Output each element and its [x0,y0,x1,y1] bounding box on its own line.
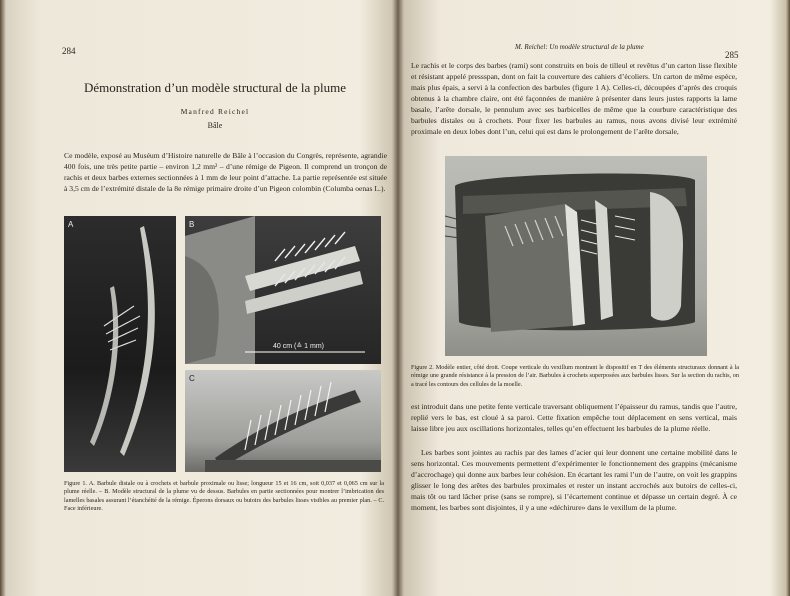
article-title: Démonstration d’un modèle structural de la plume [83,80,347,95]
panel-label-a: A [68,220,74,229]
author-name: Manfred Reichel [180,107,250,116]
running-head: M. Reichel: Un modèle structural de la plume [515,43,644,51]
figure2-caption: Figure 2. Modèle entier, côté droit. Coupe verticale du vexillum montrant le dispositif en T des éléments structuraux donnant à la rémige une grande résistance à la pression de l’air. Barbules à crochets superposées aux barbules lisses. Sur la section du rachis, on a tracé les contours des cellules de la moelle. [411,364,739,388]
right-page [405,0,750,596]
figure1-panel-c [185,370,381,472]
figure1-panel-b [185,216,381,364]
body-paragraph-3: Les barbes sont jointes au rachis par des lames d’acier qui leur donnent une certaine mobilité dans le sens horizontal. Ces mouvements permettent d’expérimenter le fonctionnement des grappins (mécanisme d’accrochage) qui donne aux barbes leur cohésion. En écartant les rami l’un de l’autre, on voit les grappins glisser le long des arêtes des barbules proximales et rester un instant accrochés aux butoirs de celles-ci, mais tôt ou tard lâcher prise (sans se rompre), si l’écartement continue et dépasse un certain degré. À ce moment, les barbes sont disjointes, il y a une «déchirure» dans le vexillum de la plume. [411,448,737,512]
body-paragraph-1: Le rachis et le corps des barbes (rami) sont construits en bois de tilleul et revêtus d’un carton lisse flexible et résistant appelé pressspan, dont on fait la couverture des cahiers d’écoliers. Un carton de même espèce, mais plus épais, a servi à la confection des barbules (figure 1 A). Celles-ci, découpées d’après des croquis obtenus à la chambre claire, ont été façonnées de manière à présenter dans leurs justes rapports la lame basale, l’arête dorsale, le pennulum avec ses barbicelles de même que la courbure caractéristique des barbules distales ou à crochets. Pour fixer les barbules au ramus, nous avons divisé leur extrémité proximale en deux lobes dont l’un, celui qui est dans le prolongement de l’arête dorsale, [411,61,737,136]
figure1-panel-a [64,216,176,472]
intro-paragraph: Ce modèle, exposé au Muséum d’Histoire naturelle de Bâle à l’occasion du Congrès, représente, agrandie 400 fois, une très petite partie – environ 1,2 mm² – d’une rémige de Pigeon. Il comprend un tronçon de rachis et deux barbes externes sectionnées à 1 mm de leur point d’attache. La partie représentée est située à 3,5 cm de l’extrémité distale de la 8e rémige primaire droite d’un Pigeon colombin (Columba oenas L.). [64,151,387,193]
panel-label-b: B [189,220,195,229]
figure2-photo [445,156,707,356]
model-underside-view [185,370,381,472]
left-page [40,0,390,596]
figure1-caption: Figure 1. A. Barbule distale ou à crochets et barbule proximale ou lisse; longueur 15 et 16 cm, soit 0,037 et 0,065 cm sur la plume réelle. – B. Modèle structural de la plume vu de dessus. Barbules en partie sectionnées pour montrer l’imbrication des lamelles basales assurant l’étanchéité de la rémige. Éperons dorsaux ou butoirs des barbules lisses visibles au premier plan. – C. Face inférieure. [64,480,384,513]
whole-model-drawing [445,156,707,356]
author-place: Bâle [207,121,223,130]
scale-label: 40 cm (≙ 1 mm) [273,343,324,350]
page-number-left: 284 [62,46,76,56]
body-paragraph-2: est introduit dans une petite fente verticale traversant obliquement l’épaisseur du ramus, tandis que l’autre, replié vers le bas, est cloué à sa paroi. Cette fixation empêche tout déplacement en sens vertical, mais laisse libre jeu aux oscillations horizontales, telles qu’en effectuent les barbules de la plume réelle. [411,402,737,433]
page-number-right: 285 [725,50,739,60]
panel-label-c: C [189,374,195,383]
barbule-drawing [64,216,176,472]
